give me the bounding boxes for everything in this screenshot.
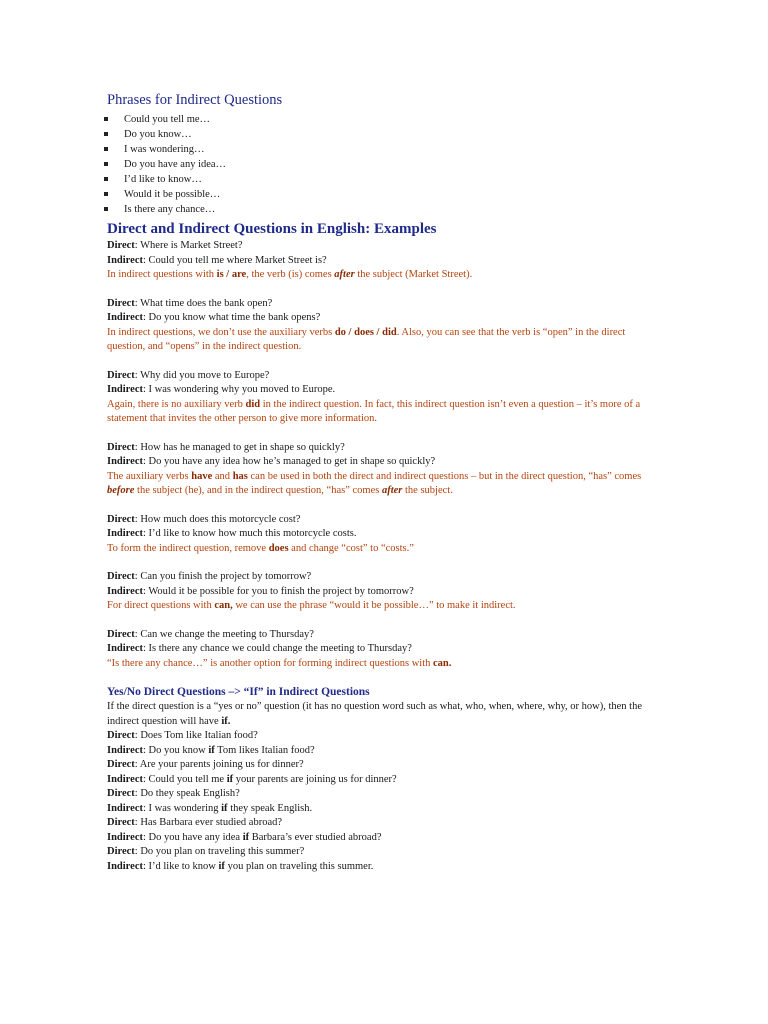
direct-label: Direct bbox=[107, 759, 135, 770]
indirect-label: Indirect bbox=[107, 744, 143, 756]
bullet-square-icon bbox=[104, 207, 108, 211]
direct-label: Direct bbox=[107, 788, 135, 799]
note-text: the subject (Market Street). bbox=[354, 269, 473, 280]
if-word: if bbox=[242, 831, 250, 843]
note-text: can be used in both the direct and indirect questions – but in the direct question, “has” comes bbox=[247, 470, 642, 482]
direct-label: Direct bbox=[107, 297, 135, 309]
indirect-label: Indirect bbox=[107, 773, 143, 785]
if-word: if bbox=[221, 802, 228, 814]
heading-phrases: Phrases for Indirect Questions bbox=[107, 92, 283, 108]
direct-text: : Why did you move to Europe? bbox=[134, 369, 270, 381]
indirect-label: Indirect bbox=[107, 384, 143, 395]
indirect-text: Barbara’s ever studied abroad? bbox=[249, 831, 382, 843]
note-text: Again, there is no auxiliary verb bbox=[107, 398, 246, 410]
yes-no-intro-text: If the direct question is a “yes or no” question (it has no question word such as what, who, when, where, why, or how), then the indirect question will have bbox=[107, 701, 642, 727]
note-text: To form the indirect question, remove bbox=[107, 542, 269, 554]
indirect-label: Indirect bbox=[107, 312, 143, 323]
example-block bbox=[107, 628, 657, 672]
phrase-text: Do you know… bbox=[124, 129, 192, 140]
note-emphasis: does bbox=[268, 542, 289, 554]
note-emphasis: can. bbox=[433, 657, 452, 669]
direct-label: Direct bbox=[107, 846, 135, 857]
note-text: For direct questions with bbox=[107, 600, 215, 611]
indirect-line bbox=[107, 455, 657, 470]
bullet-square-icon bbox=[104, 147, 108, 151]
direct-label: Direct bbox=[107, 730, 135, 741]
direct-text: : Has Barbara ever studied abroad? bbox=[134, 817, 283, 828]
direct-text: : Can we change the meeting to Thursday? bbox=[134, 628, 314, 640]
indirect-text: : I’d like to know how much this motorcycle costs. bbox=[142, 528, 357, 539]
heading-yes-no: Yes/No Direct Questions –> “If” in Indirect Questions bbox=[107, 686, 370, 698]
explanation-note bbox=[107, 657, 657, 672]
if-word: if bbox=[226, 773, 234, 785]
explanation-note bbox=[107, 599, 657, 614]
indirect-line bbox=[107, 585, 657, 600]
phrase-item bbox=[107, 172, 657, 187]
indirect-text: your parents are joining us for dinner? bbox=[233, 773, 397, 785]
phrase-text: I’d like to know… bbox=[124, 174, 202, 185]
example-block bbox=[107, 513, 657, 557]
direct-line bbox=[107, 441, 657, 456]
explanation-note bbox=[107, 326, 657, 355]
indirect-text: : I was wondering why you moved to Europe. bbox=[142, 384, 336, 395]
phrase-item bbox=[107, 187, 657, 202]
phrase-text: Do you have any idea… bbox=[124, 159, 227, 170]
phrase-text: Would it be possible… bbox=[124, 189, 221, 200]
example-block bbox=[107, 297, 657, 355]
direct-text: : Do you plan on traveling this summer? bbox=[134, 846, 305, 857]
indirect-text: : Would it be possible for you to finish the project by tomorrow? bbox=[142, 585, 414, 597]
direct-line bbox=[107, 239, 657, 254]
explanation-note bbox=[107, 542, 657, 557]
indirect-line bbox=[107, 383, 657, 398]
note-emphasis: did bbox=[245, 398, 261, 410]
note-text: and bbox=[212, 470, 233, 482]
direct-text: : Do they speak English? bbox=[134, 788, 240, 799]
note-emphasis: has bbox=[232, 470, 248, 482]
indirect-text: : Could you tell me where Market Street is? bbox=[142, 254, 327, 266]
direct-label: Direct bbox=[107, 571, 135, 582]
phrase-item bbox=[107, 112, 657, 127]
indirect-label: Indirect bbox=[107, 831, 143, 843]
direct-line bbox=[107, 297, 657, 312]
note-text: In indirect questions with bbox=[107, 269, 217, 280]
indirect-label: Indirect bbox=[107, 456, 143, 467]
bullet-square-icon bbox=[104, 162, 108, 166]
phrase-text: Could you tell me… bbox=[124, 114, 211, 125]
bullet-square-icon bbox=[104, 177, 108, 181]
note-emphasis: do / does / did bbox=[334, 326, 397, 338]
direct-text: : Does Tom like Italian food? bbox=[134, 730, 258, 741]
note-text: “Is there any chance…” is another option for forming indirect questions with bbox=[107, 657, 433, 669]
yes-no-intro-if: if. bbox=[221, 715, 231, 727]
direct-line bbox=[107, 729, 657, 744]
note-text: The auxiliary verbs bbox=[107, 470, 192, 482]
bullet-square-icon bbox=[104, 192, 108, 196]
direct-text: : How has he managed to get in shape so quickly? bbox=[134, 441, 345, 453]
indirect-text: you plan on traveling this summer. bbox=[224, 860, 374, 872]
direct-line bbox=[107, 369, 657, 384]
direct-line bbox=[107, 513, 657, 528]
yes-no-examples bbox=[107, 729, 657, 874]
indirect-line bbox=[107, 802, 657, 817]
indirect-line bbox=[107, 254, 657, 269]
direct-label: Direct bbox=[107, 513, 135, 525]
indirect-label: Indirect bbox=[107, 528, 143, 539]
note-emphasis: have bbox=[191, 470, 213, 482]
indirect-text: : Could you tell me bbox=[142, 773, 227, 785]
indirect-line bbox=[107, 642, 657, 657]
direct-label: Direct bbox=[107, 817, 135, 828]
direct-label: Direct bbox=[107, 369, 135, 381]
indirect-text: they speak English. bbox=[227, 802, 313, 814]
direct-text: : Are your parents joining us for dinner? bbox=[134, 759, 304, 770]
example-block bbox=[107, 570, 657, 614]
note-emphasis: is / are bbox=[216, 269, 247, 280]
direct-line bbox=[107, 570, 657, 585]
note-emphasis-italic: after bbox=[334, 269, 355, 280]
direct-line bbox=[107, 816, 657, 831]
indirect-line bbox=[107, 311, 657, 326]
note-text: and change “cost” to “costs.” bbox=[288, 542, 414, 554]
explanation-note bbox=[107, 398, 657, 427]
note-emphasis: can, bbox=[214, 600, 233, 611]
heading-examples: Direct and Indirect Questions in English: Examples bbox=[107, 221, 437, 237]
note-emphasis-italic: before bbox=[107, 485, 135, 496]
note-text: in the indirect question. In fact, this indirect question isn’t even a question – it’s more of a statement that invites the other person to give more information. bbox=[107, 398, 641, 424]
indirect-label: Indirect bbox=[107, 585, 143, 597]
phrase-item bbox=[107, 127, 657, 142]
indirect-line bbox=[107, 860, 657, 875]
indirect-line bbox=[107, 773, 657, 788]
note-text: the subject. bbox=[402, 485, 453, 496]
note-emphasis-italic: after bbox=[381, 485, 403, 496]
direct-text: : Where is Market Street? bbox=[134, 240, 243, 251]
note-text: , the verb (is) comes bbox=[246, 269, 335, 280]
example-block bbox=[107, 239, 657, 283]
example-block bbox=[107, 441, 657, 499]
indirect-line bbox=[107, 831, 657, 846]
if-word: if bbox=[208, 744, 215, 756]
direct-line bbox=[107, 758, 657, 773]
phrase-item bbox=[107, 142, 657, 157]
phrase-list bbox=[107, 112, 657, 217]
indirect-label: Indirect bbox=[107, 802, 143, 814]
phrase-item bbox=[107, 202, 657, 217]
direct-label: Direct bbox=[107, 441, 135, 453]
indirect-label: Indirect bbox=[107, 860, 143, 872]
note-text: the subject (he), and in the indirect question, “has” comes bbox=[134, 485, 382, 496]
indirect-text: : Do you have any idea how he’s managed to get in shape so quickly? bbox=[142, 456, 436, 467]
note-text: we can use the phrase “would it be possible…” to make it indirect. bbox=[232, 600, 516, 611]
phrase-text: I was wondering… bbox=[124, 144, 205, 155]
indirect-text: : Is there any chance we could change the meeting to Thursday? bbox=[142, 643, 412, 654]
indirect-label: Indirect bbox=[107, 643, 143, 654]
direct-text: : Can you finish the project by tomorrow? bbox=[134, 571, 312, 582]
explanation-note bbox=[107, 268, 657, 283]
phrase-item bbox=[107, 157, 657, 172]
indirect-label: Indirect bbox=[107, 254, 143, 266]
indirect-text: : Do you know bbox=[142, 744, 209, 756]
indirect-line bbox=[107, 527, 657, 542]
direct-text: : How much does this motorcycle cost? bbox=[134, 513, 301, 525]
explanation-note bbox=[107, 470, 657, 499]
if-word: if bbox=[218, 860, 225, 872]
direct-line bbox=[107, 845, 657, 860]
direct-line bbox=[107, 787, 657, 802]
bullet-square-icon bbox=[104, 117, 108, 121]
indirect-text: : Do you know what time the bank opens? bbox=[142, 312, 321, 323]
phrase-text: Is there any chance… bbox=[124, 204, 216, 215]
bullet-square-icon bbox=[104, 132, 108, 136]
direct-line bbox=[107, 628, 657, 643]
indirect-text: : Do you have any idea bbox=[142, 831, 243, 843]
indirect-text: : I’d like to know bbox=[142, 860, 219, 872]
indirect-text: : I was wondering bbox=[142, 802, 222, 814]
note-text: . Also, you can see that the verb is “open” in the direct question, and “opens” in the indirect question. bbox=[107, 326, 626, 352]
direct-text: : What time does the bank open? bbox=[134, 297, 273, 309]
note-text: In indirect questions, we don’t use the auxiliary verbs bbox=[107, 326, 335, 338]
example-block bbox=[107, 369, 657, 427]
direct-label: Direct bbox=[107, 628, 135, 640]
document-content bbox=[107, 92, 657, 874]
indirect-text: Tom likes Italian food? bbox=[214, 744, 315, 756]
yes-no-intro bbox=[107, 700, 657, 729]
direct-label: Direct bbox=[107, 240, 135, 251]
examples-section bbox=[107, 239, 657, 671]
indirect-line bbox=[107, 744, 657, 759]
